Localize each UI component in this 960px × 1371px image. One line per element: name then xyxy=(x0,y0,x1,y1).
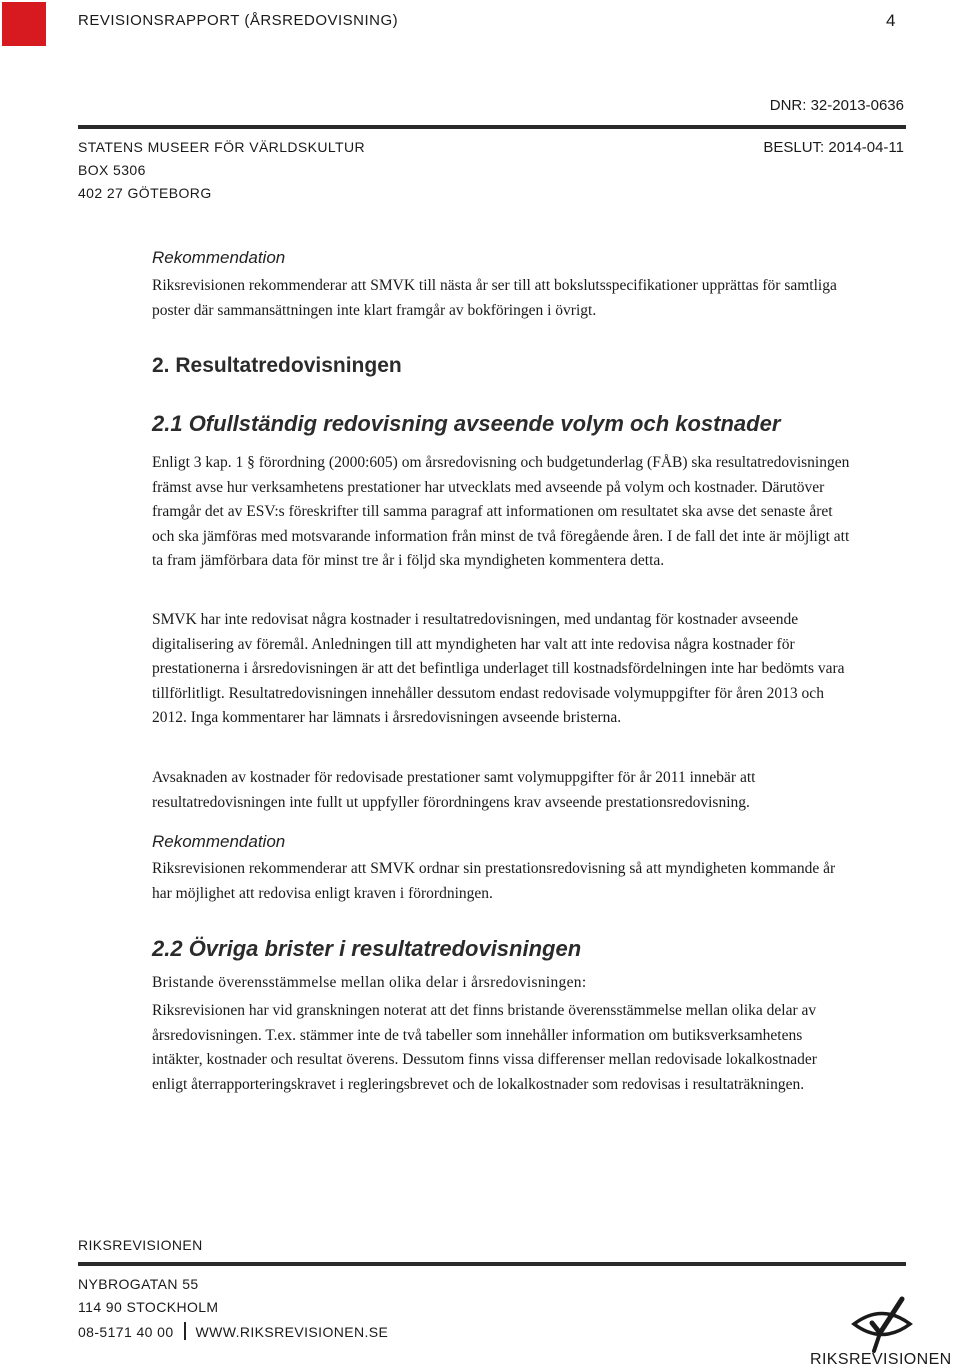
decision-date: BESLUT: 2014-04-11 xyxy=(763,139,904,156)
header-divider xyxy=(78,125,906,129)
recipient-box: BOX 5306 xyxy=(78,162,146,178)
footer-city: 114 90 STOCKHOLM xyxy=(78,1299,219,1315)
footer-street: NYBROGATAN 55 xyxy=(78,1276,199,1292)
dnr-number: DNR: 32-2013-0636 xyxy=(769,97,904,114)
page-number: 4 xyxy=(886,11,896,30)
subsection-subheading: Bristande överensstämmelse mellan olika delar i årsredovisningen: xyxy=(152,974,587,991)
paragraph: Riksrevisionen har vid granskningen noterat att det finns bristande överensstämmelse mellan olika delar av årsredovisningen. T.ex. stämmer inte de två tabeller som innehåller information om butiksverksamhetens intäkter, kostnader och resultat överens. Dessutom finns vissa differenser mellan redovisade lokalkostnader enligt återrapporteringskravet i regleringsbrevet och de lokalkostnader som redovisas i resultaträkningen. xyxy=(152,1002,817,1093)
subsection-heading: 2.2 Övriga brister i resultatredovisningen xyxy=(152,936,582,961)
brand-red-square xyxy=(2,2,46,46)
footer-contact xyxy=(78,1322,388,1340)
eye-check-icon xyxy=(850,1295,914,1353)
recommendation-label: Rekommendation xyxy=(152,248,286,267)
footer-org: RIKSREVISIONEN xyxy=(78,1237,203,1253)
document-title: REVISIONSRAPPORT (ÅRSREDOVISNING) xyxy=(78,12,399,29)
recipient-org-name: STATENS MUSEER FÖR VÄRLDSKULTUR xyxy=(78,139,365,155)
recommendation-text: Riksrevisionen rekommenderar att SMVK ordnar sin prestationsredovisning så att myndigheten kommande år har möjlighet att redovisa enligt kraven i förordningen. xyxy=(152,860,836,902)
logo-wordmark: RIKSREVISIONEN xyxy=(810,1351,952,1368)
footer-divider xyxy=(78,1262,906,1266)
recipient-city: 402 27 GÖTEBORG xyxy=(78,185,212,201)
recommendation-text: Riksrevisionen rekommenderar att SMVK till nästa år ser till att bokslutsspecifikationer upprättas för samtliga poster där sammansättningen inte klart framgår av bokföringen i övrigt. xyxy=(152,277,837,319)
paragraph: Avsaknaden av kostnader för redovisade prestationer samt volymuppgifter för år 2011 innebär att resultatredovisningen inte fullt ut uppfyller förordningens krav avseende prestationsredovisning. xyxy=(152,769,756,811)
recommendation-label: Rekommendation xyxy=(152,832,286,851)
footer-separator xyxy=(184,1322,186,1340)
paragraph: SMVK har inte redovisat några kostnader i resultatredovisningen, med undantag för kostnader avseende digitalisering av föremål. Anledningen till att myndigheten har valt att inte redovisa några kostnader för prestationerna i årsredovisningen är att det befintliga underlaget till kostnadsfördelningen inte har bedömts vara tillförlitligt. Resultatredovisningen innehåller dessutom endast redovisade volymuppgifter för åren 2013 och 2012. Inga kommentarer har lämnats i årsredovisningen avseende bristerna. xyxy=(152,611,845,726)
subsection-heading: 2.1 Ofullständig redovisning avseende volym och kostnader xyxy=(152,411,781,436)
paragraph: Enligt 3 kap. 1 § förordning (2000:605) om årsredovisning och budgetunderlag (FÅB) ska resultatredovisningen främst avse hur verksamhetens prestationer har utvecklats med avseende på volym och kostnader. Därutöver framgår det av ESV:s föreskrifter till samma paragraf att informationen om resultatet ska avse det senaste året och ska jämföras med motsvarande information från minst de två föregående åren. I de fall det inte är möjligt att ta fram jämförbara data för minst tre år i följd ska myndigheten kommentera detta. xyxy=(152,454,850,569)
section-heading: 2. Resultatredovisningen xyxy=(152,354,402,377)
footer-phone: 08-5171 40 00 xyxy=(78,1324,174,1340)
footer-website-link[interactable]: WWW.RIKSREVISIONEN.SE xyxy=(195,1324,389,1340)
